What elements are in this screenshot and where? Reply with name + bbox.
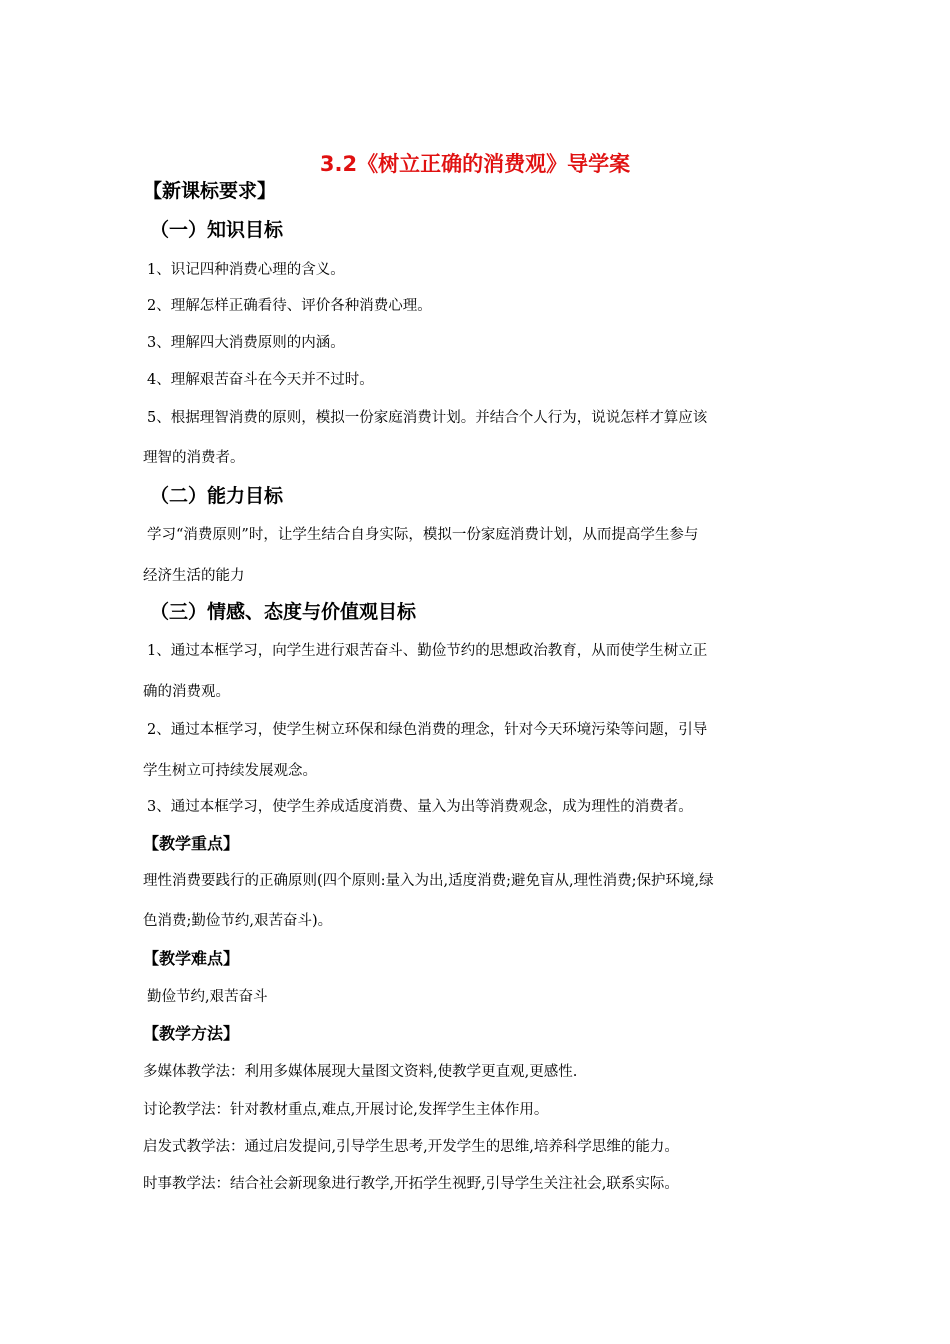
knowledge-item: 2、理解怎样正确看待、评价各种消费心理。 bbox=[147, 298, 432, 314]
knowledge-item: 理智的消费者。 bbox=[143, 450, 245, 466]
ability-line: 经济生活的能力 bbox=[143, 568, 245, 584]
key-points-line: 色消费;勤俭节约,艰苦奋斗)。 bbox=[143, 913, 333, 929]
emotion-heading: （三）情感、态度与价值观目标 bbox=[150, 601, 417, 623]
emotion-line: 确的消费观。 bbox=[143, 684, 230, 700]
knowledge-item: 4、理解艰苦奋斗在今天并不过时。 bbox=[147, 372, 374, 388]
method-line: 多媒体教学法：利用多媒体展现大量图文资料,使教学更直观,更感性. bbox=[143, 1064, 578, 1080]
knowledge-item: 5、根据理智消费的原则，模拟一份家庭消费计划。并结合个人行为，说说怎样才算应该 bbox=[147, 410, 708, 426]
key-points-line: 理性消费要践行的正确原则(四个原则:量入为出,适度消费;避免盲从,理性消费;保护环境,绿 bbox=[143, 873, 714, 889]
difficulties-line: 勤俭节约,艰苦奋斗 bbox=[147, 989, 268, 1005]
emotion-line: 1、通过本框学习，向学生进行艰苦奋斗、勤俭节约的思想政治教育，从而使学生树立正 bbox=[147, 643, 708, 659]
ability-line: 学习“消费原则”时，让学生结合自身实际，模拟一份家庭消费计划，从而提高学生参与 bbox=[147, 527, 699, 543]
key-points-heading: 【教学重点】 bbox=[143, 834, 240, 853]
methods-heading: 【教学方法】 bbox=[143, 1024, 240, 1043]
method-line: 启发式教学法：通过启发提问,引导学生思考,开发学生的思维,培养科学思维的能力。 bbox=[143, 1139, 679, 1155]
knowledge-item: 3、理解四大消费原则的内涵。 bbox=[147, 335, 345, 351]
emotion-line: 3、通过本框学习，使学生养成适度消费、量入为出等消费观念，成为理性的消费者。 bbox=[147, 799, 693, 815]
method-line: 时事教学法：结合社会新现象进行教学,开拓学生视野,引导学生关注社会,联系实际。 bbox=[143, 1176, 679, 1192]
document-title: 3.2《树立正确的消费观》导学案 bbox=[319, 152, 631, 176]
requirements-header: 【新课标要求】 bbox=[143, 180, 277, 202]
emotion-line: 2、通过本框学习，使学生树立环保和绿色消费的理念，针对今天环境污染等问题，引导 bbox=[147, 722, 708, 738]
difficulties-heading: 【教学难点】 bbox=[143, 949, 240, 968]
method-line: 讨论教学法：针对教材重点,难点,开展讨论,发挥学生主体作用。 bbox=[143, 1102, 549, 1118]
ability-heading: （二）能力目标 bbox=[150, 485, 284, 507]
emotion-line: 学生树立可持续发展观念。 bbox=[143, 763, 317, 779]
knowledge-item: 1、识记四种消费心理的含义。 bbox=[147, 262, 345, 278]
knowledge-heading: （一）知识目标 bbox=[150, 219, 284, 241]
